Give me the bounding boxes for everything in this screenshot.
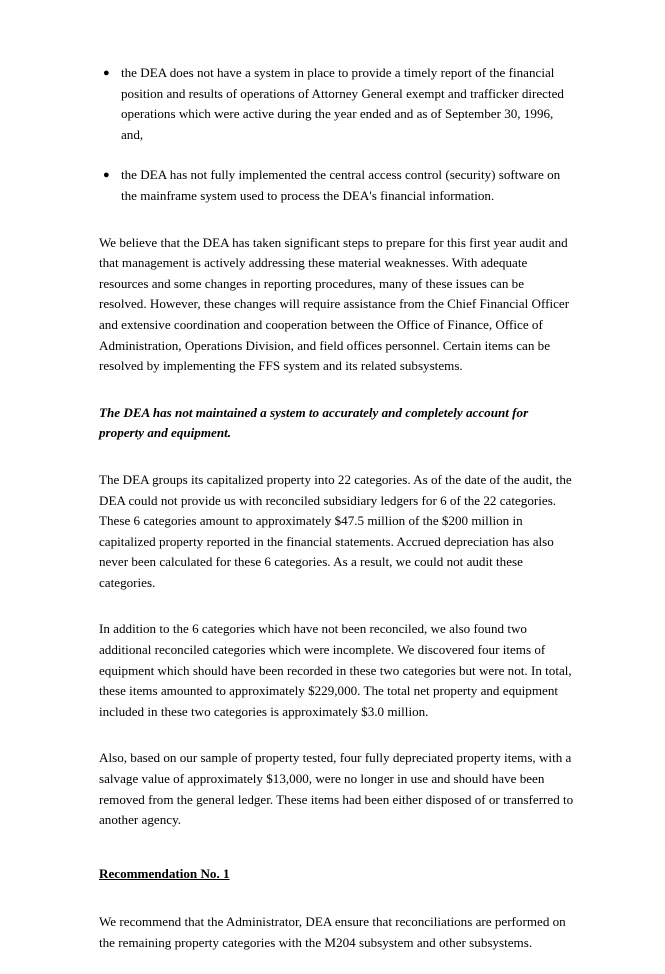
list-item (99, 63, 574, 145)
paragraph-believe-statement: We believe that the DEA has taken significant steps to prepare for this first year audit and that management is actively addressing these material weaknesses. With adequate resources and some changes in reporting procedures, many of these issues can be resolved. However, these changes will require assistance from the Chief Financial Officer and extensive coordination and cooperation between the Office of Finance, Office of Administration, Operations Division, and field offices personnel. Certain items can be resolved by implementing the FFS system and its related subsystems. (99, 234, 570, 374)
recommendation-heading: Recommendation No. 1 (99, 865, 230, 881)
bullet-icon: ● (103, 67, 110, 79)
list-item (99, 165, 574, 206)
paragraph-recommendation-body: We recommend that the Administrator, DEA ensure that reconciliations are performed on the remaining property categories with the M204 subsystem and other subsystems. (99, 914, 566, 950)
recommendation-heading-wrap (99, 864, 574, 907)
bullet-icon: ● (103, 169, 110, 182)
bullet-text: the DEA has not fully implemented the central access control (security) software on the mainframe system used to process the DEA's financial information. (121, 167, 561, 203)
paragraph-salvage-sample: Also, based on our sample of property tested, four fully depreciated property items, with a salvage value of approximately $13,000, were no longer in use and should have been removed from the general ledger. These items had been either disposed of or transferred to another agency. (99, 750, 574, 828)
finding-heading: The DEA has not maintained a system to accurately and completely account for property and equipment. (99, 404, 529, 441)
paragraph-additional-categories: In addition to the 6 categories which have not been reconciled, we also found two additional reconciled categories which were incomplete. We discovered four items of equipment which should have been recorded in these two categories but were not. In total, these items amounted to approximately $229,000. The total net property and equipment included in these two categories is approximately $3.0 million. (99, 621, 572, 719)
spacer (99, 851, 574, 864)
bullet-text: the DEA does not have a system in place to provide a timely report of the financial position and results of operations of Attorney General exempt and trafficker directed operations which were active during the year ended and as of September 30, 1996, and, (121, 65, 564, 142)
findings-bullet-list (99, 63, 574, 207)
paragraph-capitalized-property: The DEA groups its capitalized property into 22 categories. As of the date of the audit, the DEA could not provide us with reconciled subsidiary ledgers for 6 of the 22 categories. These 6 categories amount to approximately $47.5 million of the $200 million in capitalized property reported in the financial statements. Accrued depreciation has also never been calculated for these 6 categories. As a result, we could not audit these categories. (99, 471, 572, 590)
page-content (99, 63, 574, 974)
